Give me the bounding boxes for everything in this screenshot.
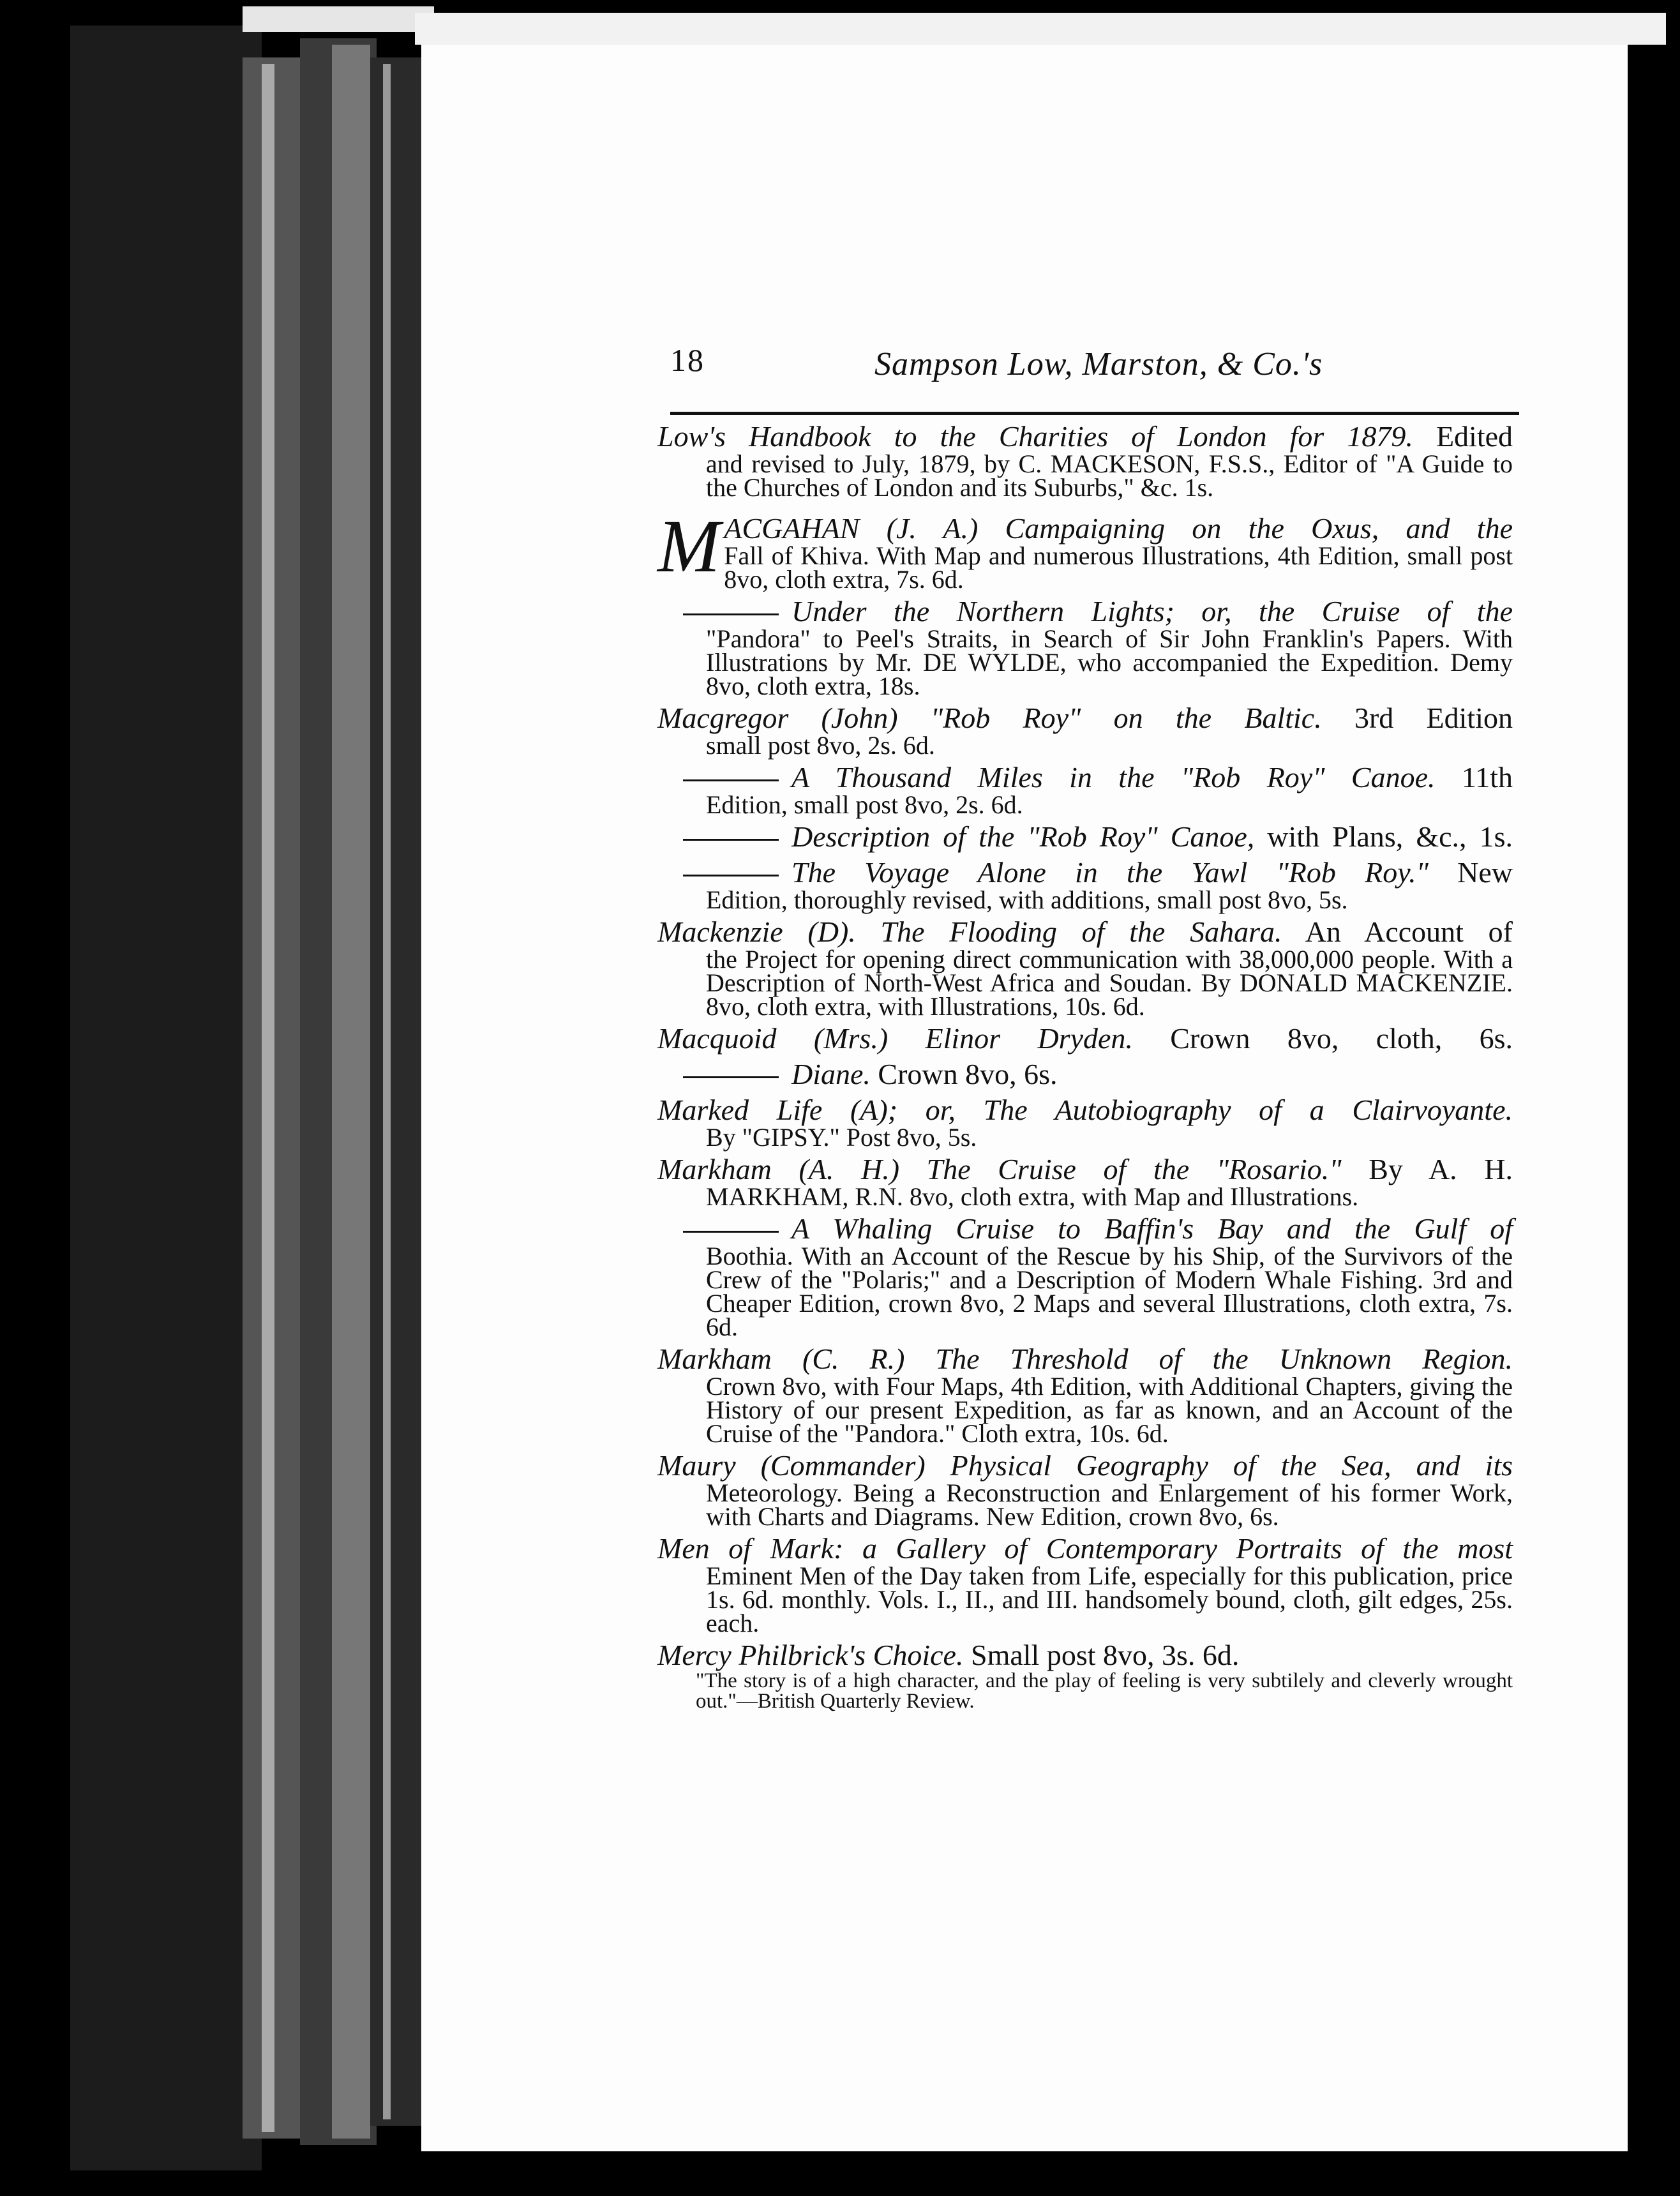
ditto-dash xyxy=(683,875,779,876)
catalogue-entry xyxy=(657,822,1513,852)
entry-title: ACGAHAN (J. A.) Campaigning on the Oxus, and the xyxy=(724,512,1513,545)
catalogue-list xyxy=(657,421,1513,1717)
entry-body: Edition, small post 8vo, 2s. 6d. xyxy=(706,790,1023,819)
entry-title: Under the Northern Lights; or, the Cruise of the xyxy=(791,595,1513,628)
entry-title: A Whaling Cruise to Baffin's Bay and the Gulf of xyxy=(791,1212,1513,1245)
page-header xyxy=(670,342,1519,399)
catalogue-entry xyxy=(657,1153,1513,1211)
catalogue-entry xyxy=(657,1640,1513,1711)
entry-title-rest: with Plans, &c., 1s. xyxy=(1267,820,1513,853)
entry-title-rest: Crown 8vo, cloth, 6s. xyxy=(1170,1022,1513,1055)
catalogue-entry xyxy=(657,596,1513,698)
entry-title: Mercy Philbrick's Choice. xyxy=(657,1639,964,1671)
catalogue-entry xyxy=(657,857,1513,912)
entry-title: Maury (Commander) Physical Geography of the Sea, and its xyxy=(657,1449,1513,1482)
catalogue-entry xyxy=(657,915,1513,1021)
entry-title: Diane. xyxy=(791,1058,871,1090)
entry-body: small post 8vo, 2s. 6d. xyxy=(706,731,935,760)
entry-title: Macquoid (Mrs.) Elinor Dryden. xyxy=(657,1022,1133,1055)
entry-body: and revised to July, 1879, by C. MACKESON, F.S.S., Editor of "A Guide to the Churches of London and its Suburbs," &c. 1s. xyxy=(706,449,1513,502)
entry-title: Description of the "Rob Roy" Canoe, xyxy=(791,820,1255,853)
catalogue-entry xyxy=(657,1094,1513,1152)
entry-body: Meteorology. Being a Reconstruction and Enlargement of his former Work, with Charts and Diagrams. New Edition, crown 8vo, 6s. xyxy=(706,1478,1513,1531)
entry-title: Markham (C. R.) The Threshold of the Unknown Region. xyxy=(657,1342,1513,1375)
catalogue-entry xyxy=(657,1342,1513,1448)
entry-title: Marked Life (A); or, The Autobiography of a Clairvoyante. xyxy=(657,1094,1513,1126)
running-title: Sampson Low, Marston, & Co.'s xyxy=(874,346,1323,382)
ditto-dash xyxy=(683,779,779,781)
entry-title: Markham (A. H.) The Cruise of the "Rosario." xyxy=(657,1153,1342,1185)
ditto-dash xyxy=(683,839,779,841)
entry-body: Boothia. With an Account of the Rescue by his Ship, of the Survivors of the Crew of the "Polaris;" and a Description of Modern Whale Fishing. 3rd and Cheaper Edition, crown 8vo, 2 Maps and several Illustrations, cloth extra, 7s. 6d. xyxy=(706,1242,1513,1341)
entry-body: Fall of Khiva. With Map and numerous Illustrations, 4th Edition, small post 8vo, cloth extra, 7s. 6d. xyxy=(724,541,1513,594)
entry-body: "Pandora" to Peel's Straits, in Search of Sir John Franklin's Papers. With Illustrations by Mr. DE WYLDE, who accompanied the Expedition. Demy 8vo, cloth extra, 18s. xyxy=(706,624,1513,700)
entry-title-rest: Small post 8vo, 3s. 6d. xyxy=(970,1639,1240,1671)
entry-title: Macgregor (John) "Rob Roy" on the Baltic. xyxy=(657,702,1322,734)
entry-title: Low's Handbook to the Charities of London for 1879. xyxy=(657,420,1413,453)
catalogue-entry xyxy=(657,1533,1513,1635)
catalogue-entry xyxy=(657,761,1513,819)
entry-title-rest: 11th xyxy=(1461,761,1513,793)
entry-body: By "GIPSY." Post 8vo, 5s. xyxy=(706,1123,977,1152)
entry-body: Eminent Men of the Day taken from Life, especially for this publication, price 1s. 6d. monthly. Vols. I., II., and III. handsomely bound, cloth, gilt edges, 25s. each. xyxy=(706,1561,1513,1637)
entry-title-rest: By A. H. xyxy=(1369,1153,1513,1185)
catalogue-entry xyxy=(657,504,1513,594)
entry-title: Men of Mark: a Gallery of Contemporary Portraits of the most xyxy=(657,1532,1513,1565)
entry-title: The Voyage Alone in the Yawl "Rob Roy." xyxy=(791,856,1429,889)
ditto-dash xyxy=(683,613,779,615)
header-rule xyxy=(670,412,1519,415)
catalogue-entry xyxy=(657,1214,1513,1339)
drop-capital: M xyxy=(657,504,721,588)
entry-title-rest: New xyxy=(1457,856,1513,889)
entry-title: Mackenzie (D). The Flooding of the Sahara. xyxy=(657,915,1282,948)
entry-title-rest: 3rd Edition xyxy=(1354,702,1513,734)
catalogue-entry xyxy=(657,1449,1513,1531)
entry-body: Crown 8vo, with Four Maps, 4th Edition, with Additional Chapters, giving the History of our present Expedition, as far as known, and an Account of the Cruise of the "Pandora." Cloth extra, 10s. 6d. xyxy=(706,1372,1513,1448)
entry-body: Edition, thoroughly revised, with additions, small post 8vo, 5s. xyxy=(706,885,1348,914)
entry-body: MARKHAM, R.N. 8vo, cloth extra, with Map and Illustrations. xyxy=(706,1182,1359,1211)
entry-body: the Project for opening direct communication with 38,000,000 people. With a Description of North-West Africa and Soudan. By DONALD MACKENZIE. 8vo, cloth extra, with Illustrations, 10s. 6d. xyxy=(706,945,1513,1021)
page-number: 18 xyxy=(670,342,705,378)
entry-title: A Thousand Miles in the "Rob Roy" Canoe. xyxy=(791,761,1436,793)
ditto-dash xyxy=(683,1076,779,1078)
catalogue-entry xyxy=(657,420,1513,502)
entry-title-rest: Edited xyxy=(1436,420,1513,453)
catalogue-entry xyxy=(657,1059,1513,1090)
catalogue-entry xyxy=(657,702,1513,760)
ditto-dash xyxy=(683,1231,779,1233)
entry-title-rest: Crown 8vo, 6s. xyxy=(878,1058,1058,1090)
catalogue-entry xyxy=(657,1023,1513,1054)
review-quote: "The story is of a high character, and the play of feeling is very subtilely and cleverly wrought out."—British Quarterly Review. xyxy=(696,1669,1513,1713)
entry-title-rest: An Account of xyxy=(1305,915,1513,948)
